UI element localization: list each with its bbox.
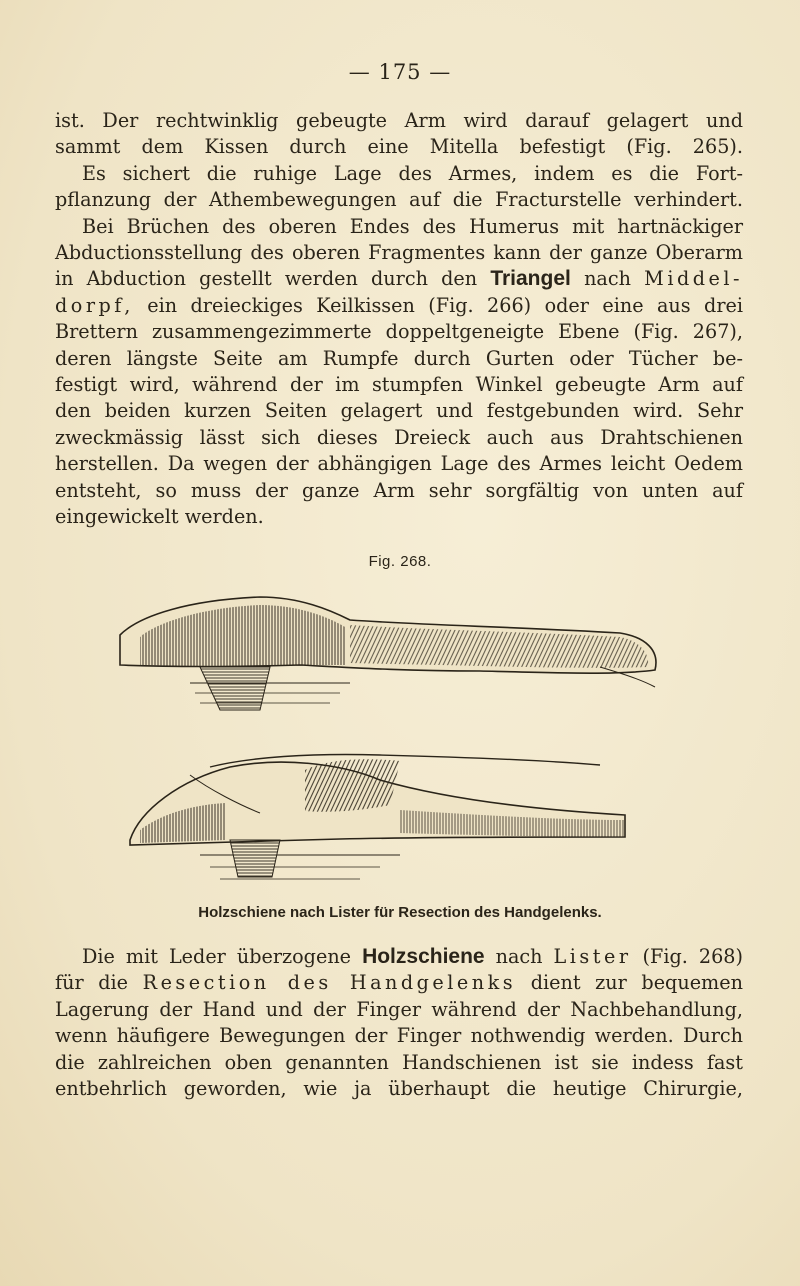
text-line: Lagerung der Hand und der Finger während der Nachbehandlung, — [55, 997, 743, 1021]
text-line: ist. Der rechtwinklig gebeugte Arm wird darauf gelagert und — [55, 109, 743, 132]
text-line — [55, 970, 743, 996]
term-triangel: Triangel — [490, 267, 571, 291]
splint-illustration — [100, 575, 700, 890]
author-lister: Lister — [553, 945, 632, 968]
text-segment: nach — [584, 267, 631, 291]
text-line — [55, 944, 743, 970]
term-holzschiene: Holzschiene — [362, 945, 485, 968]
text-line: den beiden kurzen Seiten gelagert und festgebunden wird. Sehr — [55, 399, 743, 423]
text-line — [55, 293, 743, 319]
text-line: Abductionsstellung des oberen Fragmentes kann der ganze Oberarm — [55, 241, 743, 265]
text-line: Brettern zusammengezimmerte doppeltgeneigte Ebene (Fig. 267), — [55, 320, 743, 344]
text-line: entsteht, so muss der ganze Arm sehr sorgfältig von unten auf — [55, 478, 743, 502]
paragraph-1 — [55, 108, 743, 531]
text-line: zweckmässig lässt sich dieses Dreieck auch aus Drahtschienen — [55, 425, 743, 449]
splint-side-view — [130, 755, 625, 880]
splint-top-view — [120, 597, 656, 710]
text-line — [55, 266, 743, 292]
page-number: — 175 — — [348, 60, 452, 84]
text-segment: in Abduction gestellt werden durch den — [55, 267, 478, 291]
author-middeldorpf: Middel- — [644, 267, 743, 291]
text-line: wenn häufigere Bewegungen der Finger nothwendig werden. Durch — [55, 1024, 743, 1048]
text-segment: Die mit Leder überzogene — [82, 945, 352, 968]
text-line: deren längste Seite am Rumpfe durch Gurten oder Tücher be- — [55, 346, 743, 370]
text-line: die zahlreichen oben genannten Handschienen ist sie indess fast — [55, 1050, 743, 1074]
text-line: herstellen. Da wegen der abhängigen Lage des Armes leicht Oedem — [55, 452, 743, 476]
text-segment: für die — [55, 971, 129, 995]
figure-label: Fig. 268. — [368, 553, 432, 570]
text-segment: (Fig. 268) — [642, 945, 743, 968]
author-middeldorpf-cont: dorpf, — [55, 293, 134, 317]
text-line: sammt dem Kissen durch eine Mitella befestigt (Fig. 265). — [55, 135, 743, 159]
paragraph-2 — [55, 944, 743, 1102]
text-segment: nach — [495, 945, 543, 968]
text-line: eingewickelt werden. — [55, 505, 264, 529]
text-line: Es sichert die ruhige Lage des Armes, indem es die Fort- — [82, 161, 743, 185]
term-resection: Resection des Handgelenks — [142, 971, 517, 995]
text-segment: ein dreieckiges Keilkissen (Fig. 266) oder eine aus drei — [147, 293, 743, 317]
text-line: Bei Brüchen des oberen Endes des Humerus mit hartnäckiger — [82, 214, 743, 238]
text-line: festigt wird, während der im stumpfen Winkel gebeugte Arm auf — [55, 373, 743, 397]
text-line: pflanzung der Athembewegungen auf die Fracturstelle verhindert. — [55, 188, 743, 212]
text-line: entbehrlich geworden, wie ja überhaupt die heutige Chirurgie, — [55, 1077, 743, 1101]
figure-caption: Holzschiene nach Lister für Resection des Handgelenks. — [198, 904, 602, 921]
text-segment: dient zur bequemen — [530, 971, 743, 995]
